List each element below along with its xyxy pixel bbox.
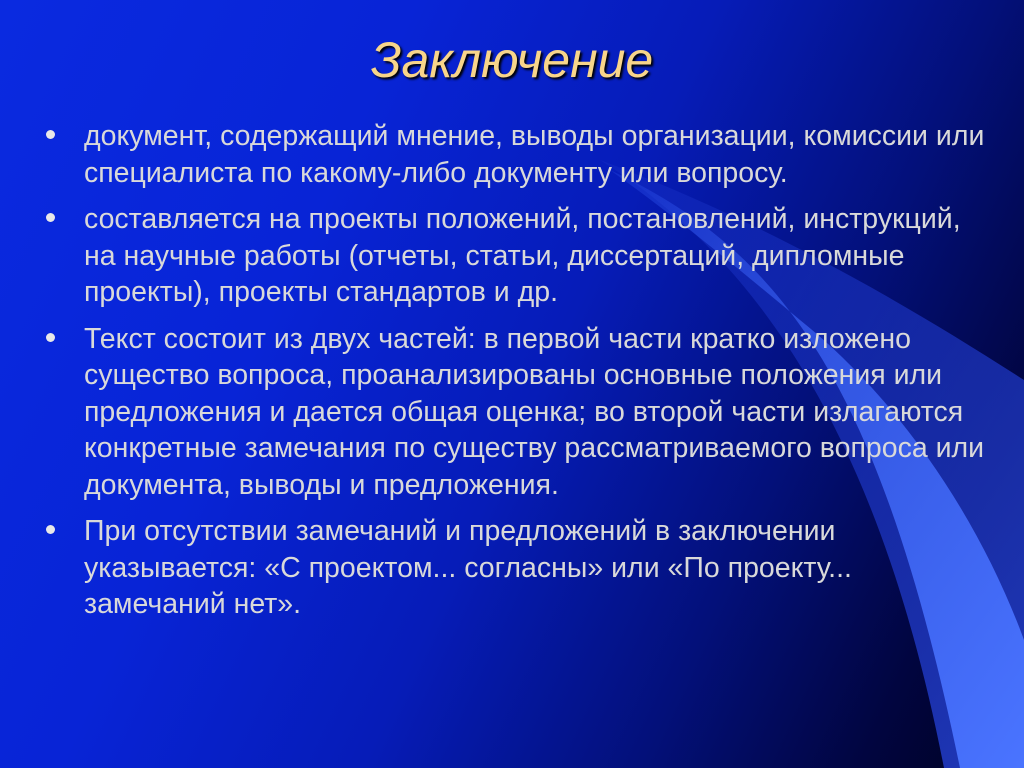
- bullet-item: [0, 118, 1024, 191]
- bullet-dot-icon: [46, 130, 55, 139]
- slide-title: Заключение: [370, 32, 654, 88]
- bullet-dot-icon: [46, 525, 55, 534]
- bullet-list: [0, 118, 1024, 633]
- bullet-text: документ, содержащий мнение, выводы организации, комиссии или специалиста по какому-либо документу или вопросу.: [84, 120, 985, 189]
- bullet-text: Текст состоит из двух частей: в первой части кратко изложено существо вопроса, проанализированы основные положения или предложения и дается общая оценка; во второй части излагаются конкретные замечания по существу рассматриваемого вопроса или документа, выводы и предложения.: [84, 322, 985, 501]
- bullet-text: При отсутствии замечаний и предложений в заключении указывается: «С проектом... согласны» или «По проекту... замечаний нет».: [84, 515, 852, 620]
- bullet-dot-icon: [46, 333, 55, 342]
- bullet-text: составляется на проекты положений, постановлений, инструкций, на научные работы (отчеты, статьи, диссертаций, дипломные проекты), проекты стандартов и др.: [84, 203, 961, 308]
- bullet-item: [0, 321, 1024, 504]
- bullet-dot-icon: [46, 213, 55, 222]
- bullet-item: [0, 513, 1024, 623]
- bullet-item: [0, 201, 1024, 311]
